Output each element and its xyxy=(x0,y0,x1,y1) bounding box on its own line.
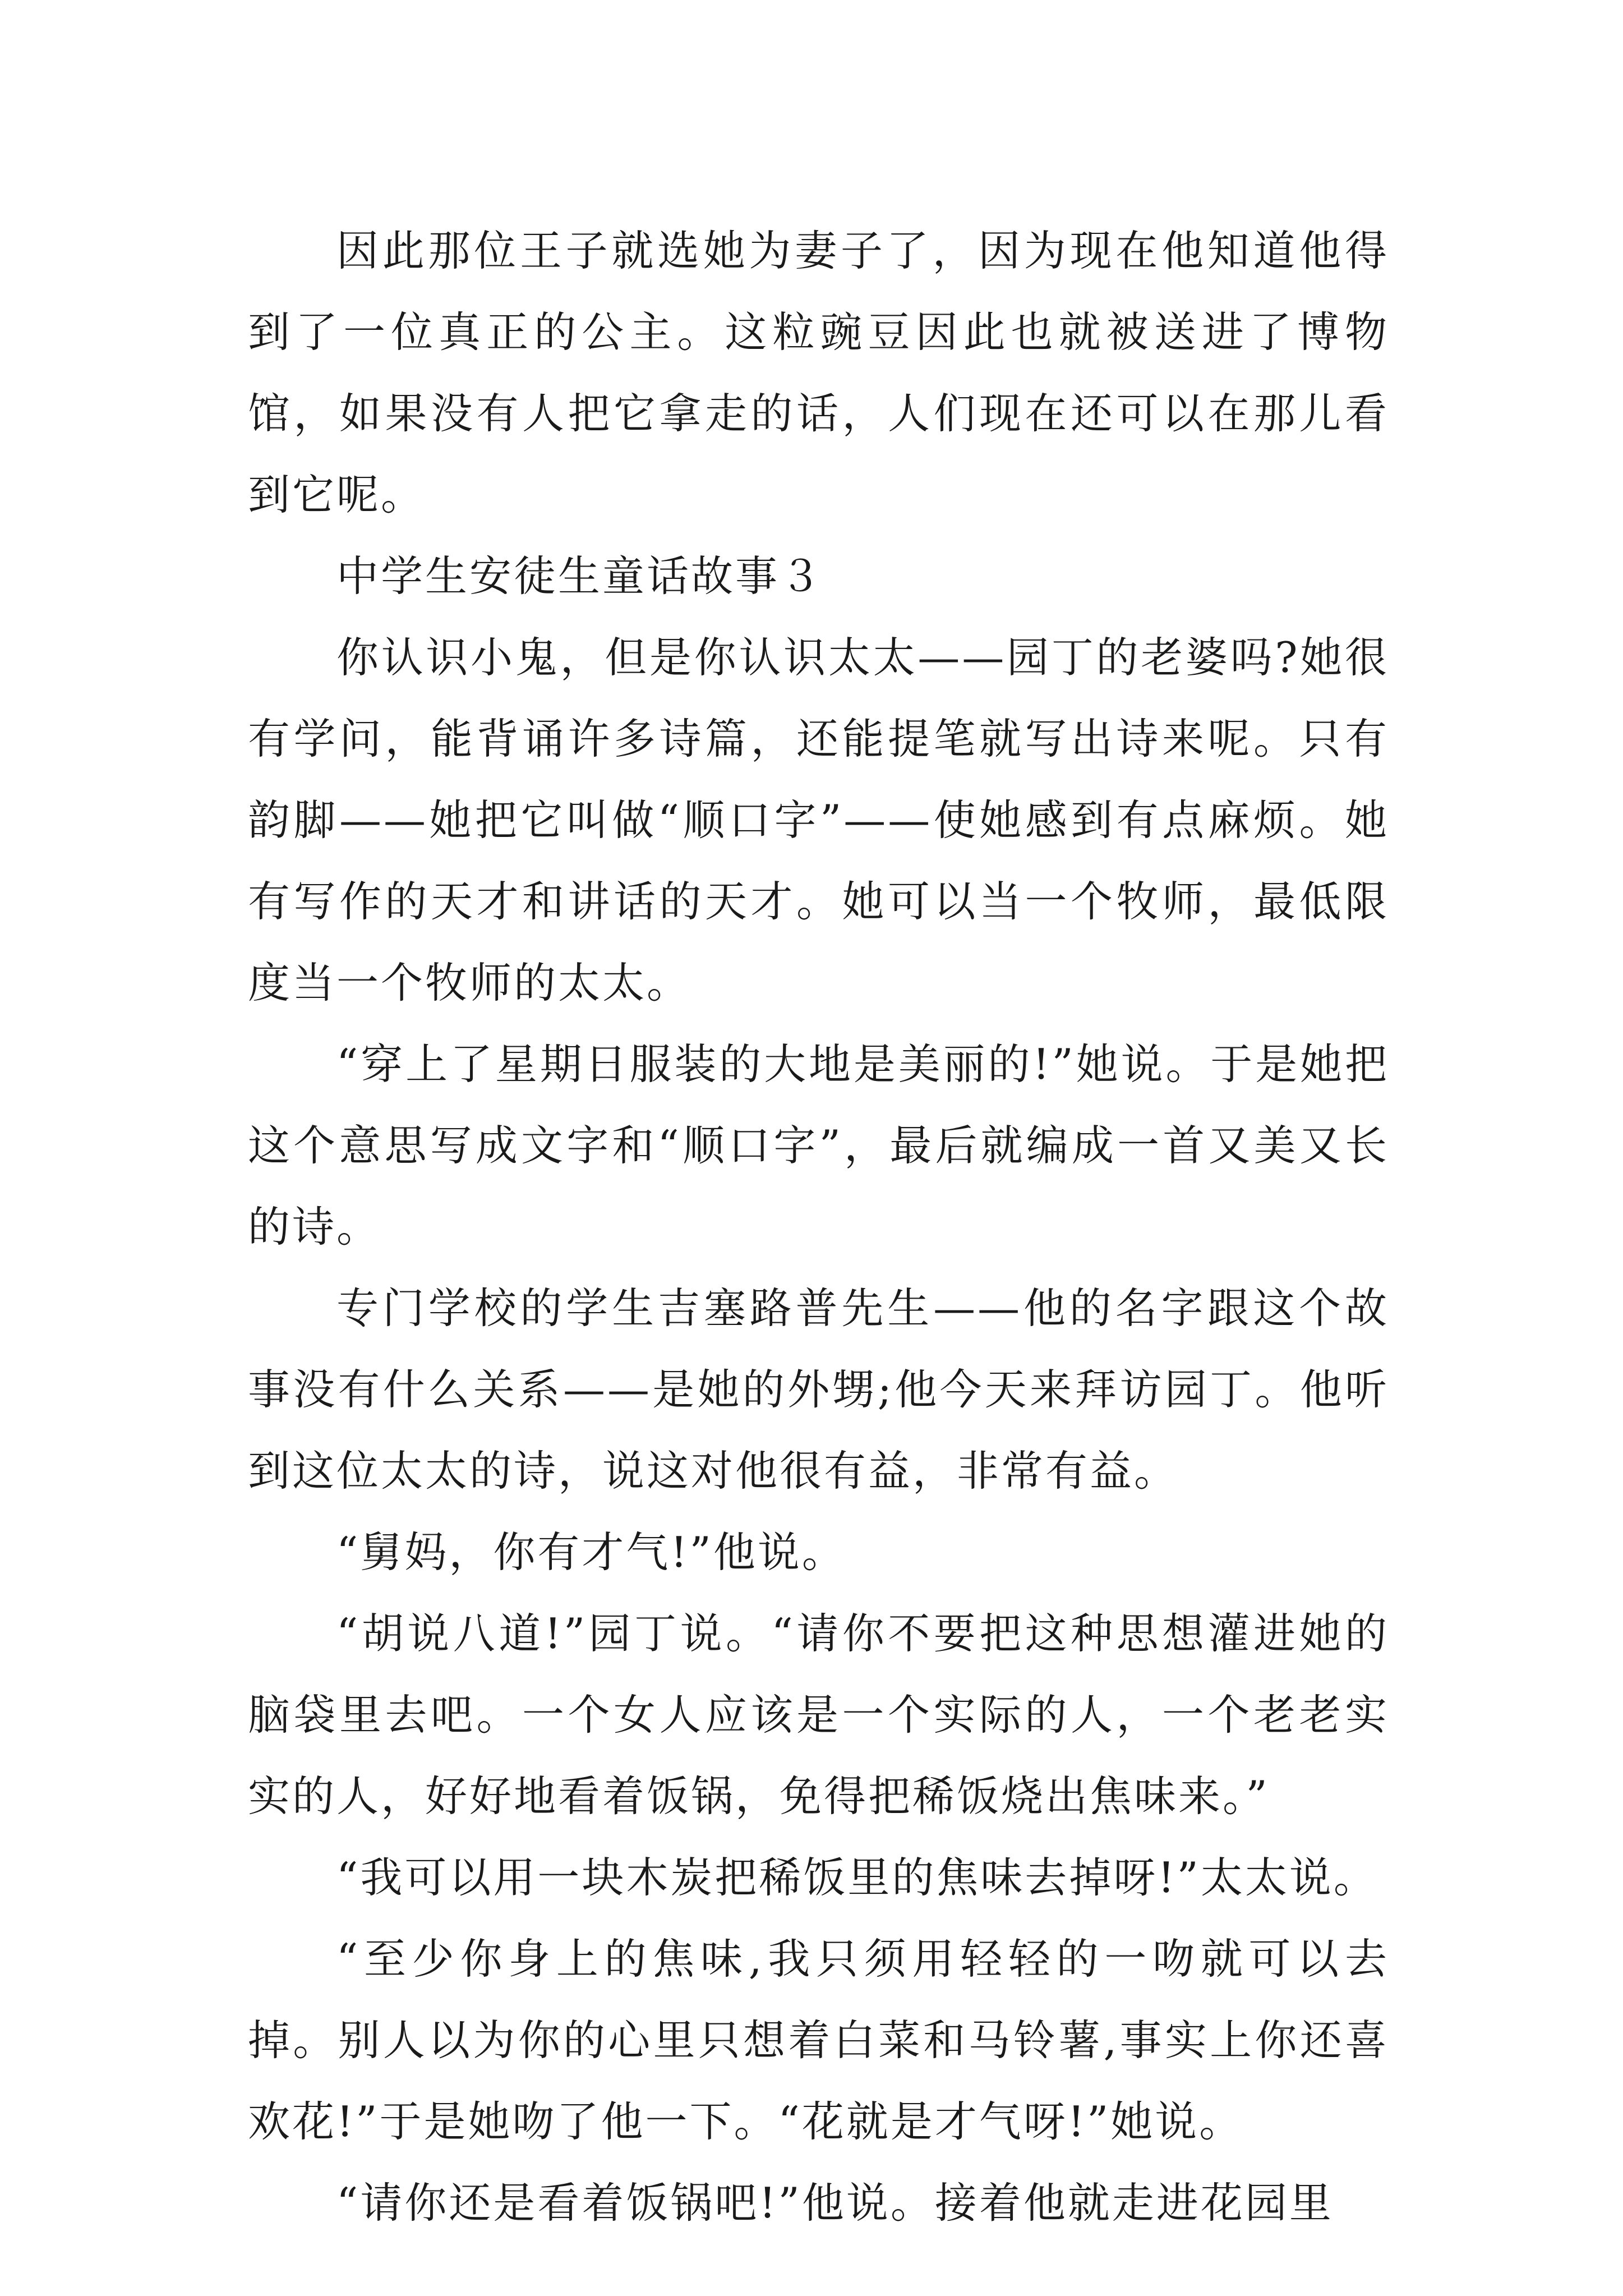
paragraph: “舅妈，你有才气!”他说。 xyxy=(336,1527,846,1577)
paragraph: 因此那位王子就选她为妻子了，因为现在他知道他得到了一位真正的公主。这粒豌豆因此也就被送进了博物馆，如果没有人把它拿走的话，人们现在还可以在那儿看到它呢。 xyxy=(248,226,1389,519)
paragraph: “胡说八道!”园丁说。“请你不要把这种思想灌进她的脑袋里去吧。一个女人应该是一个实际的人，一个老老实实的人，好好地看着饭锅，免得把稀饭烧出焦味来。” xyxy=(248,1609,1389,1821)
paragraph: “至少你身上的焦味,我只须用轻轻的一吻就可以去掉。别人以为你的心里只想着白菜和马铃薯,事实上你还喜欢花!”于是她吻了他一下。“花就是才气呀!”她说。 xyxy=(248,1934,1389,2146)
paragraph: 你认识小鬼，但是你认识太太——园丁的老婆吗?她很有学问，能背诵许多诗篇，还能提笔就写出诗来呢。只有韵脚——她把它叫做“顺口字”——使她感到有点麻烦。她有写作的天才和讲话的天才。她可以当一个牧师，最低限度当一个牧师的太太。 xyxy=(248,633,1389,1007)
paragraph: “我可以用一块木炭把稀饭里的焦味去掉呀!”太太说。 xyxy=(336,1853,1378,1902)
paragraph: 专门学校的学生吉塞路普先生——他的名字跟这个故事没有什么关系——是她的外甥;他今天来拜访园丁。他听到这位太太的诗，说这对他很有益，非常有益。 xyxy=(248,1283,1389,1496)
paragraph: “请你还是看着饭锅吧!”他说。接着他就走进花园里 xyxy=(336,2178,1334,2228)
section-heading: 中学生安徒生童话故事３ xyxy=(336,551,824,601)
paragraph: “穿上了星期日服装的大地是美丽的!”她说。于是她把这个意思写成文字和“顺口字”，最后就编成一首又美又长的诗。 xyxy=(248,1039,1389,1251)
body-text xyxy=(248,210,1389,2244)
